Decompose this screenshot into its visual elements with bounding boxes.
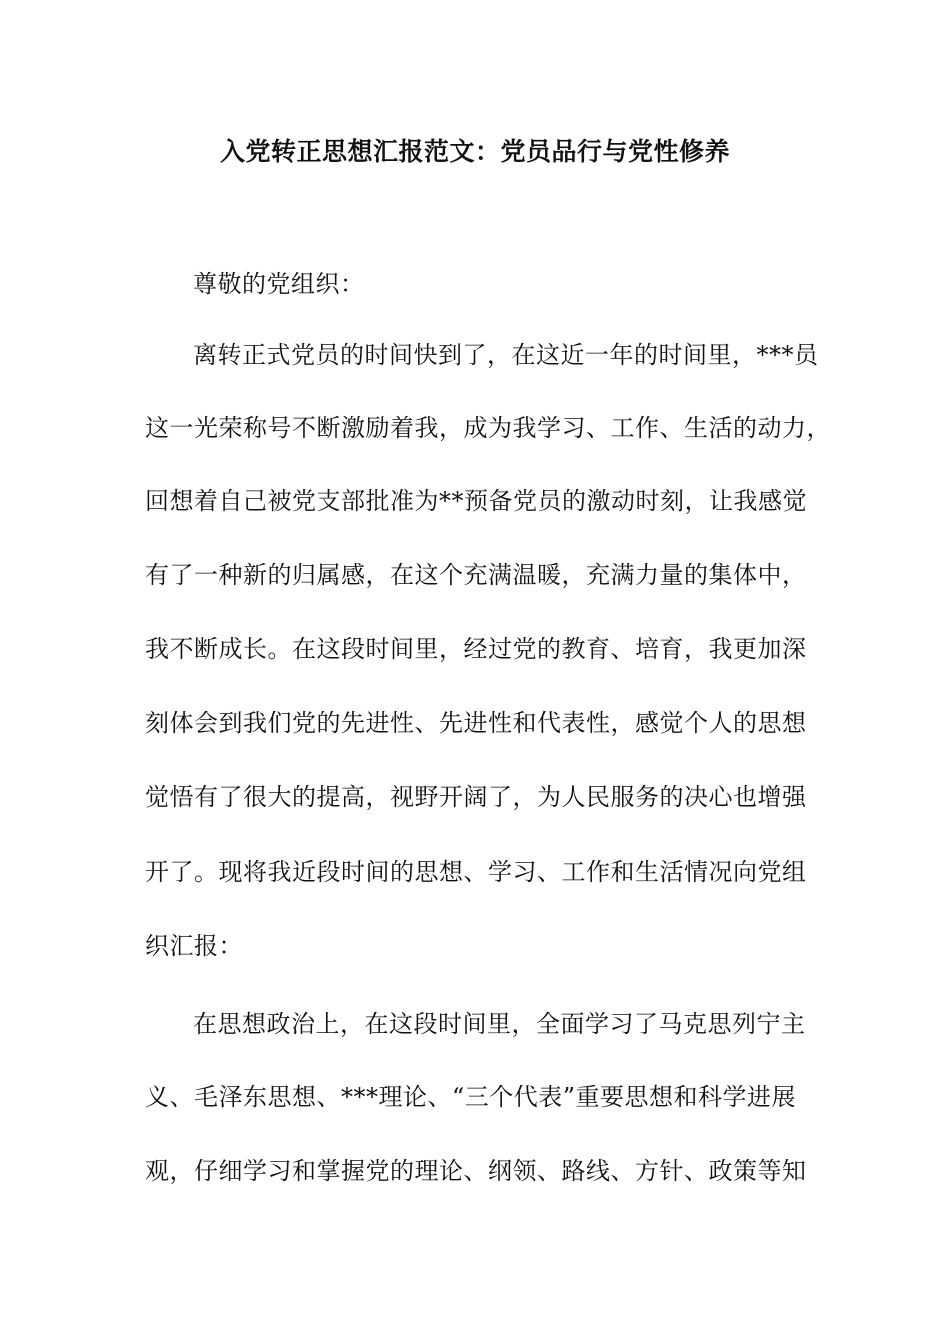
body-line: 我不断成长。在这段时间里，经过党的教育、培育，我更加深: [145, 635, 807, 663]
body-line: 刻体会到我们党的先进性、先进性和代表性，感觉个人的思想: [145, 709, 807, 737]
body-line: 有了一种新的归属感，在这个充满温暖，充满力量的集体中，: [145, 561, 807, 589]
body-line: 在思想政治上，在这段时间里，全面学习了马克思列宁主: [193, 1010, 806, 1038]
body-line: 这一光荣称号不断激励着我，成为我学习、工作、生活的动力，: [145, 414, 831, 442]
body-line: 离转正式党员的时间快到了，在这近一年的时间里，***员: [193, 341, 819, 369]
body-line: 回想着自己被党支部批准为**预备党员的激动时刻，让我感觉: [145, 487, 807, 515]
body-line: 觉悟有了很大的提高，视野开阔了，为人民服务的决心也增强: [145, 783, 807, 811]
body-line: 织汇报：: [145, 932, 243, 960]
body-line: 开了。现将我近段时间的思想、学习、工作和生活情况向党组: [145, 858, 807, 886]
body-line: 义、毛泽东思想、***理论、“三个代表”重要思想和科学进展: [145, 1083, 797, 1111]
salutation: 尊敬的党组织：: [193, 270, 365, 298]
document-title: 入党转正思想汇报范文：党员品行与党性修养: [219, 137, 730, 166]
body-line: 观，仔细学习和掌握党的理论、纲领、路线、方针、政策等知: [145, 1157, 807, 1185]
